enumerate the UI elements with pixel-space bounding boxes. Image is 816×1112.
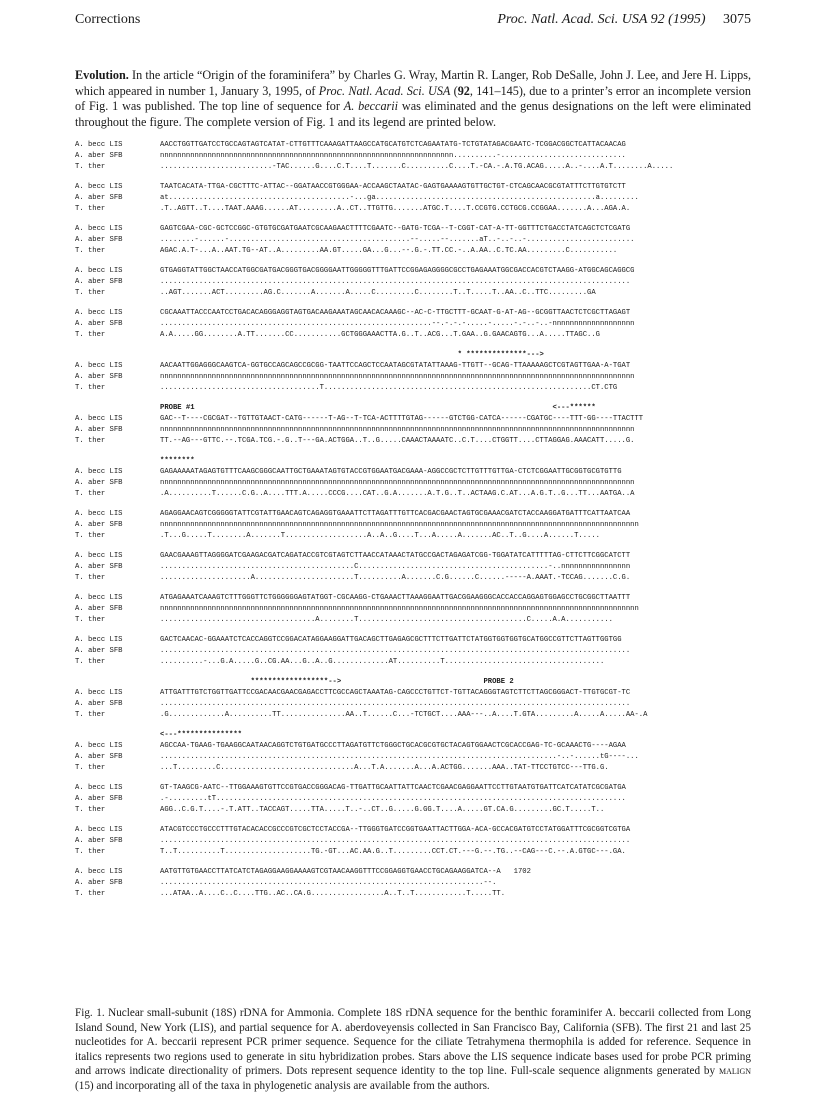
running-head	[497, 12, 751, 28]
sequence-text: .....................A.......................T..........A.......C.G......C......-----A.AAAT.-TCCAG.......C.G.	[160, 574, 631, 582]
taxon-label: A. aber SFB	[75, 605, 123, 613]
sequence-row	[75, 140, 765, 151]
sequence-row	[75, 520, 765, 531]
sequence-row	[75, 805, 765, 816]
alignment-block	[75, 509, 765, 542]
sequence-text: .............................................................................................................	[160, 837, 631, 845]
taxon-label: A. becc LIS	[75, 225, 123, 233]
taxon-label: A. becc LIS	[75, 594, 123, 602]
sequence-text: nnnnnnnnnnnnnnnnnnnnnnnnnnnnnnnnnnnnnnnnnnnnnnnnnnnnnnnnnnnnnnnnnnnn..........-.............................	[160, 152, 626, 160]
taxon-label: A. becc LIS	[75, 826, 123, 834]
notice-volume: 92	[457, 83, 470, 98]
sequence-text: GAGTCGAA-CGC-GCTCCGGC-GTGTGCGATGAATCGCAAGAACTTTTCGAATC--GATG-TCGA--T-CGGT-CAT-A-TT-GGTTTCTGACCTATCAGCTCTCGATG	[160, 225, 631, 233]
taxon-label: T. ther	[75, 616, 106, 624]
sequence-row	[75, 489, 765, 500]
sequence-text: AGCCAA-TGAAG-TGAAGGCAATAACAGGTCTGTGATGCCCTTAGATGTTCTGGGCTGCACGCGTGCTACAGTGGAACTCGCACCGAG-TC-GCAAACTG----AGAA	[160, 742, 626, 750]
probe-annotation	[75, 730, 765, 741]
sequence-text: nnnnnnnnnnnnnnnnnnnnnnnnnnnnnnnnnnnnnnnnnnnnnnnnnnnnnnnnnnnnnnnnnnnnnnnnnnnnnnnnnnnnnnnnnnnnnnnnnnnnnnnnnnnnnnn	[160, 605, 639, 613]
sequence-row	[75, 878, 765, 889]
taxon-label: T. ther	[75, 289, 106, 297]
taxon-label: A. aber SFB	[75, 837, 123, 845]
sequence-row	[75, 573, 765, 584]
probe-annotation	[75, 403, 765, 414]
sequence-text: .............................................C............................................-..nnnnnnnnnnnnnnnn	[160, 563, 631, 571]
taxon-label: T. ther	[75, 890, 106, 898]
sequence-text: AACAATTGGAGGGCAAGTCA-GGTGCCAGCAGCCGCGG-TAATTCCAGCTCCAATAGCGTATATTAAAG-TTGTT--GCAG-TTAAAAAGCTCGTAGTTGAA-A-TGAT	[160, 362, 631, 370]
sequence-row	[75, 193, 765, 204]
sequence-row	[75, 688, 765, 699]
sequence-row	[75, 425, 765, 436]
taxon-label: A. becc LIS	[75, 468, 123, 476]
sequence-text: AGG..C.G.T....-.T.ATT..TACCAGT.....TTA.....T..-..CT..G.....G.GG.T....A.....GT.CA.G.........GC.T.....T..	[160, 806, 605, 814]
taxon-label: A. becc LIS	[75, 183, 123, 191]
sequence-row	[75, 867, 765, 878]
sequence-text: ...........................................................................--.	[160, 879, 497, 887]
sequence-row	[75, 330, 765, 341]
notice-text-4: was eliminated and the genus designations on the left were eliminated throughout the figure. The complete version of Fig. 1 and its legend are printed below.	[75, 99, 751, 129]
sequence-text: AACCTGGTTGATCCTGCCAGTAGTCATAT-CTTGTTTCAAAGATTAAGCCATGCATGTCTCAGAATATG-TCTGTATAGACGAATC-TCGGACGGCTCATTACAACAG	[160, 141, 626, 149]
taxon-label: A. aber SFB	[75, 795, 123, 803]
taxon-label: A. becc LIS	[75, 689, 123, 697]
taxon-label: A. becc LIS	[75, 636, 123, 644]
annotation-text: <---***************	[160, 731, 242, 739]
sequence-row	[75, 277, 765, 288]
alignment-block	[75, 140, 765, 173]
sequence-text: .....................................T..............................................................CT.CTG	[160, 384, 618, 392]
taxon-label: T. ther	[75, 711, 106, 719]
sequence-row	[75, 763, 765, 774]
sequence-text: GAGAAAAATAGAGTGTTTCAAGCGGGCAATTGCTGAAATAGTGTACCGTGGAATGACGAAA-AGGCCGCTCTTGTTTGTTGA-CTCTCGGAATTGCGGTGCGTGTTG	[160, 468, 622, 476]
sequence-row	[75, 646, 765, 657]
sequence-text: GTGAGGTATTGGCTAACCATGGCGATGACGGGTGACGGGGAATTGGGGGTTTGATTCCGGAGAGGGGCGCCTGAGAAATGGCGACCACGTCTAAGG-ATGGCAGCAGGCG	[160, 267, 635, 275]
sequence-row	[75, 509, 765, 520]
page-header	[75, 8, 751, 32]
sequence-alignment	[75, 140, 765, 909]
sequence-text: ATTGATTTGTCTGGTTGATTCCGACAACGAACGAGACCTTCGCCAGCTAAATAG-CAGCCCTGTTCT-TGTTACAGGGTAGTCTTCTTAGCGGGACT-TTGTGCGT-TC	[160, 689, 631, 697]
taxon-label: A. becc LIS	[75, 784, 123, 792]
taxon-label: A. aber SFB	[75, 879, 123, 887]
sequence-text: .T...G.....T........A.......T...................A..A..G....T...A.....A.......AC..T..G....A......T.....	[160, 532, 600, 540]
sequence-row	[75, 836, 765, 847]
sequence-row	[75, 752, 765, 763]
sequence-text: TT.--AG---GTTC.--.TCGA.TCG.-.G..T---GA.ACTGGA..T..G.....CAAACTAAAATC..C.T....CTGGTT....CTTAGGAG.AAACATT.....G.	[160, 437, 635, 445]
sequence-row	[75, 204, 765, 215]
sequence-text: AATGTTGTGAACCTTATCATCTAGAGGAAGGAAAAGTCGTAACAAGGTTTCCGGAGGTGAACCTGCAGAAGGATCA--A 1702	[160, 868, 531, 876]
sequence-text: nnnnnnnnnnnnnnnnnnnnnnnnnnnnnnnnnnnnnnnnnnnnnnnnnnnnnnnnnnnnnnnnnnnnnnnnnnnnnnnnnnnnnnnnnnnnnnnnnnnnnnnnnnnnnnn	[160, 521, 639, 529]
sequence-row	[75, 383, 765, 394]
sequence-row	[75, 288, 765, 299]
taxon-label: T. ther	[75, 574, 106, 582]
probe-annotation	[75, 350, 765, 361]
sequence-row	[75, 182, 765, 193]
sequence-text: CGCAAATTACCCAATCCTGACACAGGGAGGTAGTGACAAGAAATAGCAACACAAAGC--AC-C-TTGCTTT-GCAAT-G-AT-AG--GCGGTTAACTCTCGCTTAGAGT	[160, 309, 631, 317]
sequence-text: GACTCAACAC-GGAAATCTCACCAGGTCCGGACATAGGAAGGATTGACAGCTTGAGAGCGCTTTCTTGATTCTATGGTGGTGGTGCATGGCCGTTCTTAGTTGGTGG	[160, 636, 622, 644]
probe-annotation	[75, 456, 765, 467]
probe-annotation	[75, 677, 765, 688]
sequence-row	[75, 224, 765, 235]
taxon-label: A. aber SFB	[75, 700, 123, 708]
taxon-label: T. ther	[75, 806, 106, 814]
sequence-row	[75, 635, 765, 646]
taxon-label: T. ther	[75, 205, 106, 213]
taxon-label: A. aber SFB	[75, 373, 123, 381]
annotation-text: ********	[160, 457, 195, 465]
sequence-text: GT-TAAGCG-AATC--TTGGAAAGTGTTCCGTGACCGGGACAG-TTGATTGCAATTATTCAACTCGAACGAGGAATTCCTTGTAATGTGATTCATCATATCGCGATGA	[160, 784, 626, 792]
alignment-block	[75, 867, 765, 900]
sequence-row	[75, 162, 765, 173]
taxon-label: A. aber SFB	[75, 194, 123, 202]
sequence-text: .............................................................................................................	[160, 700, 631, 708]
alignment-block	[75, 677, 765, 721]
notice-species: A. beccarii	[343, 99, 399, 113]
sequence-row	[75, 562, 765, 573]
caption-text-2: (15) and incorporating all of the taxa in phylogenetic analysis are available from the authors.	[75, 1079, 490, 1092]
sequence-text: nnnnnnnnnnnnnnnnnnnnnnnnnnnnnnnnnnnnnnnnnnnnnnnnnnnnnnnnnnnnnnnnnnnnnnnnnnnnnnnnnnnnnnnnnnnnnnnnnnnnnnnnnnnnnn	[160, 373, 635, 381]
sequence-row	[75, 615, 765, 626]
sequence-row	[75, 414, 765, 425]
journal-citation: Proc. Natl. Acad. Sci. USA 92 (1995)	[497, 12, 706, 27]
sequence-text: ............................................................................................-..-......tG----...	[160, 753, 639, 761]
sequence-text: .G.............A..........TT...............AA..T......C...-TCTGCT....AAA---..A....T.GTA.........A.....A.....AA-.A	[160, 711, 648, 719]
taxon-label: T. ther	[75, 658, 106, 666]
sequence-row	[75, 319, 765, 330]
alignment-block	[75, 456, 765, 500]
sequence-row	[75, 699, 765, 710]
notice-text-3: , 141–145), due to a printer’s error an incomplete version of Fig. 1 was published. The top line of sequence for	[75, 83, 751, 113]
sequence-row	[75, 741, 765, 752]
taxon-label: A. aber SFB	[75, 753, 123, 761]
alignment-block	[75, 783, 765, 816]
taxon-label: A. aber SFB	[75, 647, 123, 655]
sequence-text: ATGAGAAATCAAAGTCTTTGGGTTCTGGGGGGAGTATGGT-CGCAAGG-CTGAAACTTAAAGGAATTGACGGAAGGGCACCACCAGGAGTGGAGCCTGCGGCTTAATTT	[160, 594, 631, 602]
sequence-row	[75, 657, 765, 668]
sequence-row	[75, 361, 765, 372]
figure-caption	[75, 1006, 751, 1093]
sequence-text: ....................................A........T.......................................C.....A.A...........	[160, 616, 613, 624]
alignment-block	[75, 308, 765, 341]
sequence-row	[75, 794, 765, 805]
sequence-text: ..AGT.......ACT.........AG.C.......A.......A.....C.........C........T..T.....T..AA..C..TTC.........GA	[160, 289, 596, 297]
taxon-label: A. aber SFB	[75, 479, 123, 487]
sequence-text: .............................................................................................................	[160, 278, 631, 286]
sequence-row	[75, 235, 765, 246]
sequence-row	[75, 436, 765, 447]
sequence-row	[75, 593, 765, 604]
caption-program: malign	[719, 1065, 751, 1077]
sequence-row	[75, 246, 765, 257]
sequence-row	[75, 825, 765, 836]
taxon-label: A. becc LIS	[75, 868, 123, 876]
taxon-label: A. becc LIS	[75, 510, 123, 518]
taxon-label: T. ther	[75, 384, 106, 392]
sequence-text: ........-......-..........................................--.....--.......aT..-..-..-.........................	[160, 236, 635, 244]
sequence-text: ATACGTCCCTGCCCTTTGTACACACCGCCCGTCGCTCCTACCGA--TTGGGTGATCCGGTGAATTACTTGGA-ACA-GCCACGATGTCCTATGGATTTCGCGGTCGTGA	[160, 826, 631, 834]
taxon-label: T. ther	[75, 532, 106, 540]
taxon-label: A. aber SFB	[75, 426, 123, 434]
annotation-text: * **************--->	[160, 351, 549, 359]
taxon-label: T. ther	[75, 764, 106, 772]
taxon-label: T. ther	[75, 490, 106, 498]
sequence-row	[75, 783, 765, 794]
sequence-row	[75, 266, 765, 277]
notice-text-1: In the article “Origin of the foraminifera” by Charles G. Wray, Martin R. Langer, Rob DeSalle, John J. Lee, and Jere H. Lipps, which appeared in number 1, January 3, 1995, of	[75, 68, 751, 98]
taxon-label: A. aber SFB	[75, 278, 123, 286]
sequence-row	[75, 604, 765, 615]
notice-journal: Proc. Natl. Acad. Sci. USA	[318, 83, 451, 98]
sequence-text: AGAGGAACAGTCGGGGGTATTCGTATTGAACAGTCAGAGGTGAAATTCTTAGATTTGTTCACGACGAACTAGTGCGAAACGATCTACCAAGGATGATTTCATTAATCAA	[160, 510, 631, 518]
taxon-label: A. becc LIS	[75, 415, 123, 423]
taxon-label: T. ther	[75, 437, 106, 445]
taxon-label: A. aber SFB	[75, 152, 123, 160]
alignment-block	[75, 730, 765, 774]
taxon-label: T. ther	[75, 247, 106, 255]
sequence-text: T..T..........T....................TG.-GT...AC.AA.G..T.........CCT.CT.---G.--.TG..--CAG---C.--.A.GTGC---.GA.	[160, 848, 626, 856]
taxon-label: A. becc LIS	[75, 309, 123, 317]
alignment-block	[75, 224, 765, 257]
sequence-text: at..........................................-...ga...................................................a.........	[160, 194, 639, 202]
taxon-label: A. becc LIS	[75, 267, 123, 275]
alignment-block	[75, 266, 765, 299]
taxon-label: A. becc LIS	[75, 141, 123, 149]
taxon-label: A. becc LIS	[75, 552, 123, 560]
alignment-block	[75, 635, 765, 668]
sequence-text: TAATCACATA-TTGA-CGCTTTC-ATTAC--GGATAACCGTGGGAA-ACCAAGCTAATAC-GAGTGAAAAGTGTTGCTGT-CTCAGCAACGCGTATTTCTTGTGTCTT	[160, 183, 626, 191]
page-number: 3075	[723, 12, 751, 27]
taxon-label: T. ther	[75, 848, 106, 856]
taxon-label: A. aber SFB	[75, 521, 123, 529]
sequence-row	[75, 847, 765, 858]
caption-fig-label: Fig. 1.	[75, 1007, 105, 1019]
caption-text: Nuclear small-subunit (18S) rDNA for Ammonia. Complete 18S rDNA sequence for the benthic foraminifer A. beccarii collected from Long Island Sound, New York (LIS), and partial sequence for A. aberdoveyensis collected in San Francisco Bay, California (SFB). The first 21 and last 25 nucleotides for A. beccarii represent PCR primer sequence. Sequence for the ciliate Tetrahymena thermophila is added for reference. Sequence in italics represents two regions used to generate in situ hybridization probes. Stars above the LIS sequence indicate bases used for probe PCR priming and arrows indicate directionality of primers. Dots represent sequence identity to the top line. Full-scale sequence alignments generated by	[75, 1007, 751, 1077]
sequence-row	[75, 308, 765, 319]
taxon-label: A. becc LIS	[75, 742, 123, 750]
alignment-block	[75, 350, 765, 394]
taxon-label: A. becc LIS	[75, 362, 123, 370]
annotation-text: ******************--> PROBE 2	[160, 678, 514, 686]
sequence-text: GAACGAAAGTTAGGGGATCGAAGACGATCAGATACCGTCGTAGTCTTAACCATAAACTATGCCGACTAGAGATCGG-TGGATATCATTTTTAG-CTTCTTCGGCATCTT	[160, 552, 631, 560]
sequence-text: .............................................................................................................	[160, 647, 631, 655]
sequence-text: ...T.........C...............................A...T.A.......A...A.ACTGG.......AAA..TAT-TTCCTGTCC---TTG.G.	[160, 764, 609, 772]
sequence-row	[75, 372, 765, 383]
taxon-label: A. aber SFB	[75, 236, 123, 244]
alignment-block	[75, 182, 765, 215]
sequence-row	[75, 531, 765, 542]
sequence-text: ...............................................................--.-.-.-.....-.....-.-..-..-nnnnnnnnnnnnnnnnnnn	[160, 320, 635, 328]
sequence-text: A.A.....GG........A.TT.......CC...........GCTGGGAAACTTA.G..T..ACG...T.GAA..G.GAACAGTG...A.....TTAGC..G	[160, 331, 600, 339]
sequence-text: ...ATAA..A....C..C....TTG..AC..CA.G.................A..T..T............T.....TT.	[160, 890, 506, 898]
sequence-row	[75, 551, 765, 562]
sequence-text: nnnnnnnnnnnnnnnnnnnnnnnnnnnnnnnnnnnnnnnnnnnnnnnnnnnnnnnnnnnnnnnnnnnnnnnnnnnnnnnnnnnnnnnnnnnnnnnnnnnnnnnnnnnnnn	[160, 479, 635, 487]
sequence-row	[75, 478, 765, 489]
sequence-text: AGAC.A.T-...A..AAT.TG--AT..A.........AA.GT.....GA...G...--.G.-.TT.CC.-..A.AA..C.TC.AA.........C...........	[160, 247, 618, 255]
alignment-block	[75, 403, 765, 447]
section-title: Corrections	[75, 12, 141, 27]
alignment-block	[75, 825, 765, 858]
sequence-row	[75, 151, 765, 162]
correction-notice	[75, 68, 751, 130]
notice-heading: Evolution.	[75, 68, 129, 82]
sequence-text: .T..AGTT..T....TAAT.AAAG......AT.........A..CT..TTGTTG.......ATGC.T....T.CCGTG.CCTGCG.CCGGAA.......A...AGA.A.	[160, 205, 631, 213]
sequence-row	[75, 467, 765, 478]
sequence-text: .-.........tT...............................................................................................	[160, 795, 626, 803]
taxon-label: T. ther	[75, 163, 106, 171]
taxon-label: A. aber SFB	[75, 320, 123, 328]
notice-text-2: (	[450, 83, 458, 98]
sequence-text: GAC--T----CGCGAT--TGTTGTAACT-CATG------T-AG--T-TCA-ACTTTTGTAG------GTCTGG-CATCA------CGATGC----TTT-GG----TTACTTT	[160, 415, 644, 423]
sequence-text: nnnnnnnnnnnnnnnnnnnnnnnnnnnnnnnnnnnnnnnnnnnnnnnnnnnnnnnnnnnnnnnnnnnnnnnnnnnnnnnnnnnnnnnnnnnnnnnnnnnnnnnnnnnnnn	[160, 426, 635, 434]
taxon-label: A. aber SFB	[75, 563, 123, 571]
sequence-text: ..........................-TAC......G....C.T....T.......C..........C....T.-CA.-.A.TG.ACAG.....A..-....A.T........A.....	[160, 163, 674, 171]
sequence-row	[75, 710, 765, 721]
alignment-block	[75, 593, 765, 626]
annotation-text: PROBE #1 <---******	[160, 404, 596, 412]
taxon-label: T. ther	[75, 331, 106, 339]
sequence-row	[75, 889, 765, 900]
sequence-text: .A..........T......C.G..A....TTT.A.....CCCG....CAT..G.A.......A.T.G..T..ACTAAG.C.AT...A.G.T..G...TT...AATGA..A	[160, 490, 635, 498]
alignment-block	[75, 551, 765, 584]
sequence-text: ..........-...G.A.....G..CG.AA...G..A..G.............AT..........T.....................................	[160, 658, 605, 666]
